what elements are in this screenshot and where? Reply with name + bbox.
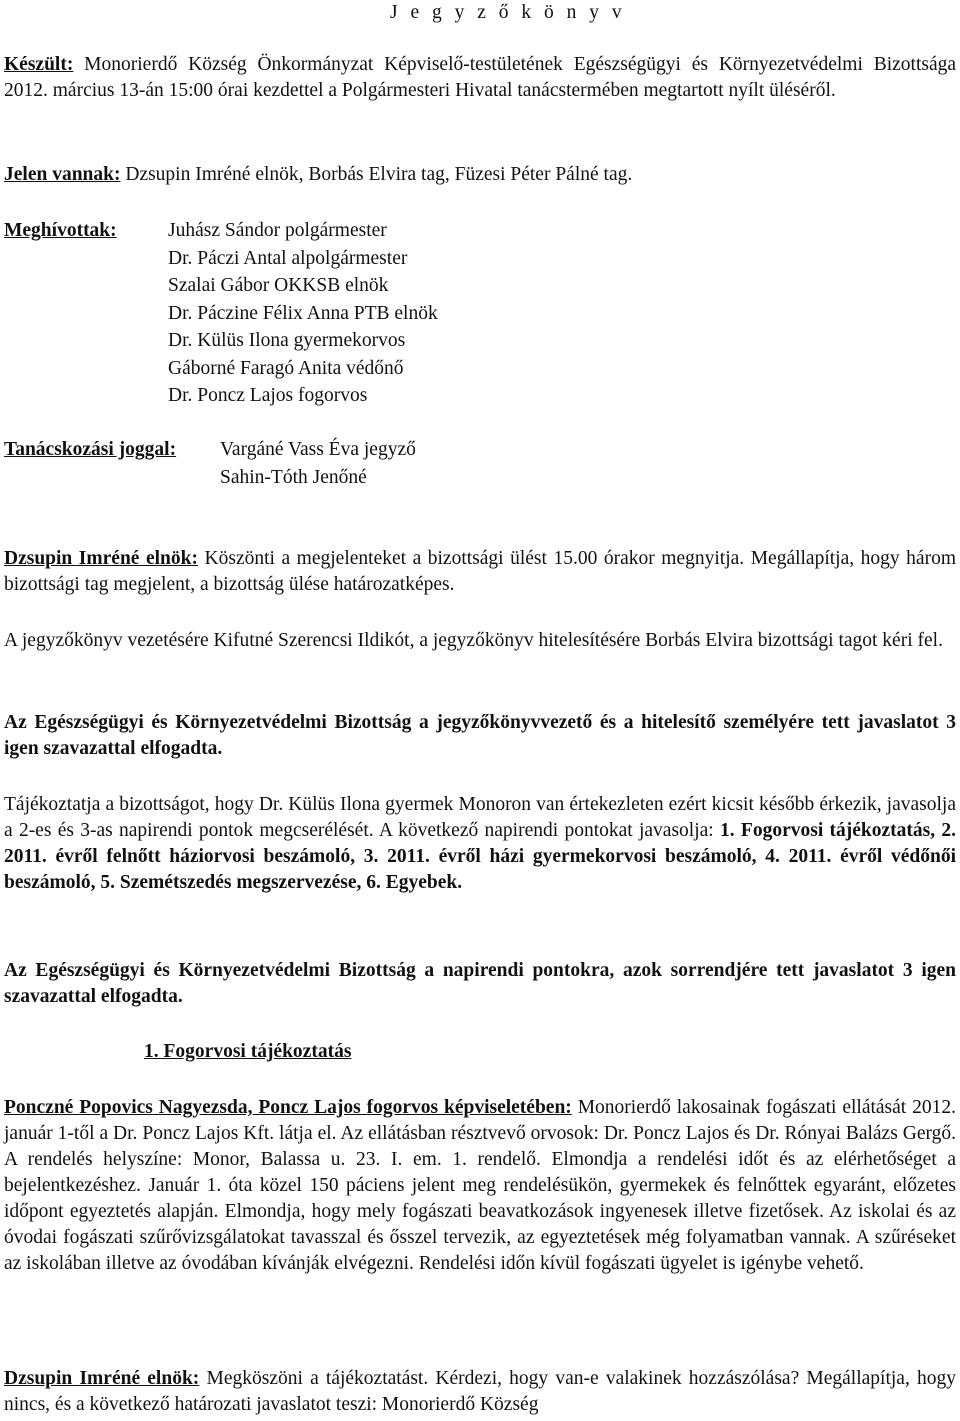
agenda-text: Tájékoztatja a bizottságot, hogy Dr. Külüs Ilona gyermek Monoron van értekezleten ezért kicsit később érkezik, javasolja a 2-es és 3-as napirendi pontok megcserélését. A következő napirendi pontokat javasolja:: [4, 794, 956, 841]
meghivott-item: Szalai Gábor OKKSB elnök: [168, 275, 389, 296]
meghivott-item: Dr. Külüs Ilona gyermekorvos: [168, 330, 406, 351]
agenda-paragraph: [4, 792, 956, 896]
meghivott-item: Dr. Páczi Antal alpolgármester: [168, 247, 408, 269]
tanacskozasi-item: Vargáné Vass Éva jegyző: [220, 439, 416, 460]
dentist-label: Ponczné Popovics Nagyezsda, Poncz Lajos fogorvos képviseletében:: [4, 1097, 572, 1118]
dentist-text: Monorierdő lakosainak fogászati ellátását 2012. január 1-től a Dr. Poncz Lajos Kft. látja el. Az ellátásban résztvevő orvosok: Dr. Poncz Lajos és Dr. Rónyai Balázs Gergő. A rendelés helyszíne: Monor, Balassa u. 23. I. em. 1. rendelő. Elmondja a rendelési időt és az elérhetőséget a bejelentkezéshez. Január 1. óta közel 150 páciens jelent meg rendelésükön, gyermekek és felnőttek egyaránt, előzetes időpont egyeztetés alapján. Elmondja, hogy mely fogászati beavatkozások ingyenesek illetve fizetősek. Az iskolai és az óvodai fogászati szűrővizsgálatokat tavasszal és ősszel tervezik, az egyeztetések még folyamatban vannak. A szűréseket az iskolában illetve az óvodában kívánják elvégezni. Rendelési időn kívül fogászati ügyelet is igénybe vehető.: [4, 1097, 956, 1274]
meghivott-item: Gáborné Faragó Anita védőnő: [168, 357, 404, 379]
meghivottak-label: Meghívottak:: [4, 220, 117, 241]
keszult-label: Készült:: [4, 54, 74, 75]
jelen-paragraph: [4, 162, 956, 188]
tanacskozasi-label: Tanácskozási joggal:: [4, 439, 177, 460]
chair-label-2: Dzsupin Imréné elnök:: [4, 1368, 200, 1389]
closing-paragraph: [4, 1366, 956, 1418]
jelen-label: Jelen vannak:: [4, 164, 121, 185]
meghivott-item: Dr. Poncz Lajos fogorvos: [168, 385, 368, 406]
recorder-paragraph: A jegyzőkönyv vezetésére Kifutné Szerencsi Ildikót, a jegyzőkönyv hitelesítésére Borbás Elvira bizottsági tagot kéri fel.: [4, 630, 943, 651]
document-title: J e g y z ő k ö n y v: [390, 2, 626, 23]
agenda-decision: Az Egészségügyi és Környezetvédelmi Bizottság a napirendi pontokra, azok sorrendjére tett javaslatot 3 igen szavazattal elfogadta.: [4, 960, 956, 1007]
meghivott-item: Juhász Sándor polgármester: [168, 220, 387, 241]
closing-text: Megköszöni a tájékoztatást. Kérdezi, hogy van-e valakinek hozzászólása? Megállapítja, hogy nincs, és a következő határozati javaslatot teszi: Monorierdő Község: [4, 1368, 957, 1415]
section-heading: 1. Fogorvosi tájékoztatás: [144, 1041, 352, 1062]
jelen-text: Dzsupin Imréné elnök, Borbás Elvira tag, Füzesi Péter Pálné tag.: [125, 164, 633, 185]
meghivott-item: Dr. Páczine Félix Anna PTB elnök: [168, 302, 438, 324]
dentist-paragraph: [4, 1095, 956, 1277]
keszult-paragraph: [4, 52, 956, 104]
opening-paragraph: [4, 546, 956, 598]
recorder-decision: Az Egészségügyi és Környezetvédelmi Bizottság a jegyzőkönyvvezető és a hitelesítő személyére tett javaslatot 3 igen szavazattal elfogadta.: [4, 712, 956, 759]
tanacskozasi-item: Sahin-Tóth Jenőné: [220, 466, 367, 488]
agenda-items: 1. Fogorvosi tájékoztatás, 2. 2011. évről felnőtt háziorvosi beszámoló, 3. 2011. évről házi gyermekorvosi beszámoló, 4. 2011. évről védőnői beszámoló, 5. Szemétszedés megszervezése, 6. Egyebek.: [4, 820, 957, 893]
opening-text: Köszönti a megjelenteket a bizottsági ülést 15.00 órakor megnyitja. Megállapítja, hogy három bizottsági tag megjelent, a bizottság ülése határozatképes.: [4, 548, 956, 595]
keszult-text: Monorierdő Község Önkormányzat Képviselő-testületének Egészségügyi és Környezetvédelmi Bizottsága 2012. március 13-án 15:00 órai kezdettel a Polgármesteri Hivatal tanácstermében megtartott nyílt üléséről.: [4, 54, 957, 101]
tanacskozasi-list: [220, 437, 620, 492]
meghivottak-list: [168, 218, 668, 411]
chair-label: Dzsupin Imréné elnök:: [4, 548, 198, 569]
